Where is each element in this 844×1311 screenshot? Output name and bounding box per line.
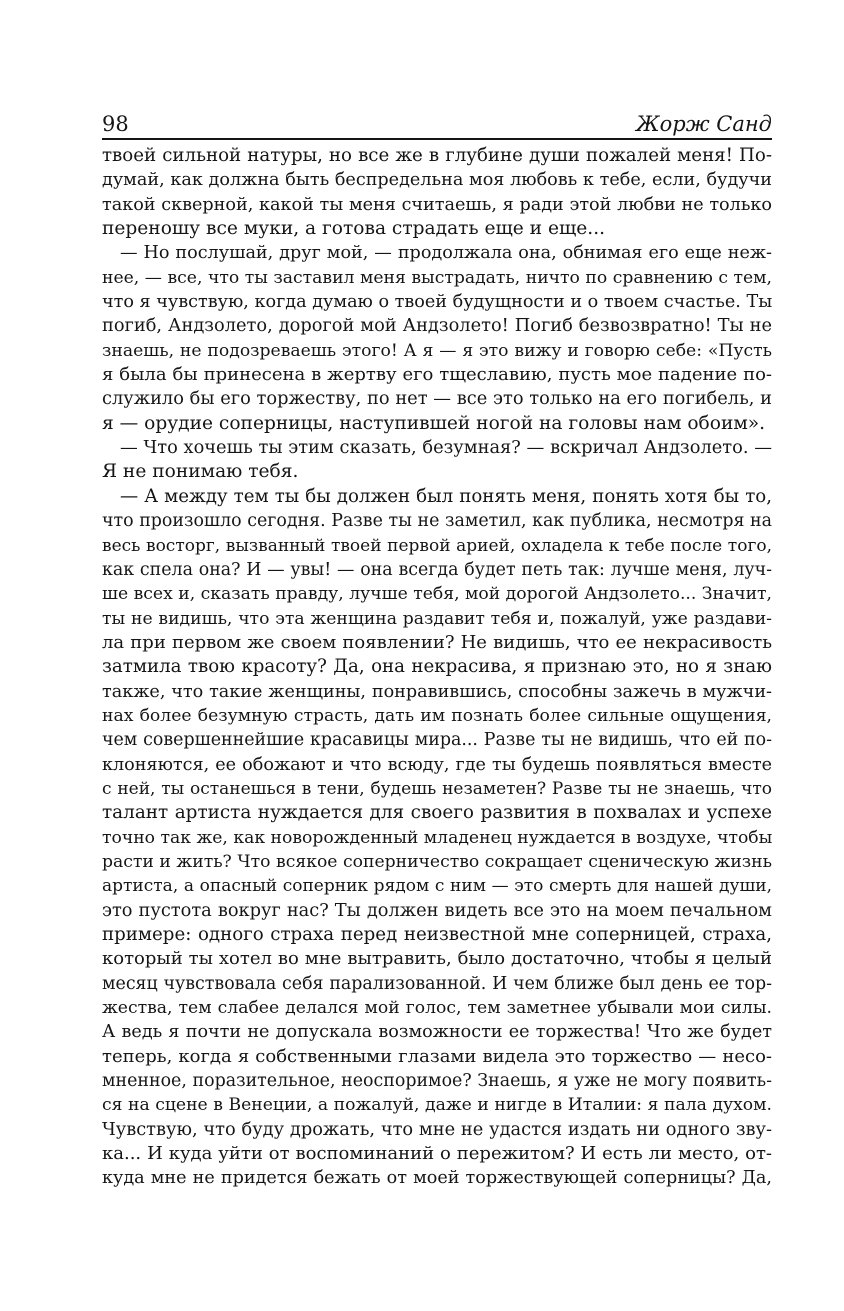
- text-line: теперь, когда я собственными глазами видела это торжество — несо-: [102, 1045, 772, 1067]
- text-line: мненное, поразительное, неоспоримое? Знаешь, я уже не могу появить-: [102, 1071, 772, 1092]
- text-line: куда мне не придется бежать от моей торжествующей соперницы? Да,: [102, 1168, 772, 1189]
- body-text: [102, 144, 772, 1191]
- text-line: ся на сцене в Венеции, а пожалуй, даже и нигде в Италии: я пала духом.: [102, 1095, 772, 1116]
- text-line: месяц чувствовала себя парализованной. И чем ближе был день ее тор-: [102, 973, 772, 994]
- page-header: [102, 110, 772, 140]
- text-line: ка... И куда уйти от воспоминаний о пережитом? И есть ли место, от-: [102, 1143, 772, 1165]
- text-line: артиста, а опасный соперник рядом с ним — это смерть для нашей души,: [102, 876, 772, 897]
- text-line: — Но послушай, друг мой, — продолжала она, обнимая его еще неж-: [120, 243, 772, 264]
- text-line: также, что такие женщины, понравившись, способны зажечь в мужчи-: [102, 681, 772, 702]
- text-line: ше всех и, сказать правду, лучше тебя, мой дорогой Андзолето... Значит,: [102, 584, 772, 605]
- text-line: я была бы принесена в жертву его тщеславию, пусть мое падение по-: [102, 364, 772, 386]
- text-line: нее, — все, что ты заставил меня выстрадать, ничто по сравнению с тем,: [102, 267, 772, 288]
- text-line: нах более безумную страсть, дать им познать более сильные ощущения,: [102, 705, 772, 726]
- text-line: как спела она? И — увы! — она всегда будет петь так: лучше меня, луч-: [102, 559, 772, 580]
- text-line: точно так же, как новорожденный младенец нуждается в воздухе, чтобы: [102, 827, 773, 848]
- text-line: жества, тем слабее делался мой голос, тем заметнее убывали мои силы.: [102, 998, 772, 1019]
- text-line: переношу все муки, а готова страдать еще и еще...: [102, 218, 606, 240]
- text-line: знаешь, не подозреваешь этого! А я — я это вижу и говорю себе: «Пусть: [102, 340, 772, 361]
- text-line: клоняются, ее обожают и что всюду, где ты будешь появляться вместе: [102, 754, 772, 775]
- text-line: примере: одного страха перед неизвестной мне соперницей, страха,: [102, 924, 772, 945]
- text-line: я — орудие соперницы, наступившей ногой на головы нам обоим».: [102, 412, 766, 434]
- text-line: с ней, ты останешься в тени, будешь незаметен? Разве ты не знаешь, что: [102, 778, 772, 799]
- text-line: — Что хочешь ты этим сказать, безумная? — вскричал Андзолето. —: [120, 437, 772, 459]
- text-line: который ты хотел во мне вытравить, было достаточно, чтобы я целый: [102, 948, 772, 970]
- text-line: чем совершеннейшие красавицы мира... Разве ты не видишь, что ей по-: [102, 730, 772, 751]
- text-line: талант артиста нуждается для своего развития в похвалах и успехе: [102, 802, 772, 824]
- page-number: 98: [102, 112, 129, 136]
- text-line: — А между тем ты бы должен был понять меня, понять хотя бы то,: [120, 485, 772, 507]
- text-line: твоей сильной натуры, но все же в глубине души пожалей меня! По-: [102, 145, 772, 166]
- text-line: Чувствую, что буду дрожать, что мне не удастся издать ни одного зву-: [102, 1118, 772, 1140]
- text-line: Я не понимаю тебя.: [102, 461, 299, 483]
- text-line: ла при первом же своем появлении? Не видишь, что ее некрасивость: [102, 631, 772, 653]
- text-line: такой скверной, какой ты меня считаешь, я ради этой любви не только: [102, 194, 772, 215]
- text-line: затмила твою красоту? Да, она некрасива, я признаю это, но я знаю: [102, 656, 772, 678]
- text-line: служило бы его торжеству, по нет — все это только на его погибель, и: [102, 388, 772, 410]
- running-title: Жорж Санд: [636, 112, 772, 136]
- text-line: весь восторг, вызванный твоей первой арией, охладела к тебе после того,: [102, 535, 772, 556]
- text-line: погиб, Андзолето, дорогой мой Андзолето! Погиб безвозвратно! Ты не: [102, 315, 772, 337]
- text-line: ты не видишь, что эта женщина раздавит тебя и, пожалуй, уже раздави-: [102, 608, 772, 629]
- text-line: расти и жить? Что всякое соперничество сокращает сценическую жизнь: [102, 851, 772, 872]
- text-line: А ведь я почти не допускала возможности ее торжества! Что же будет: [102, 1022, 772, 1043]
- text-line: что произошло сегодня. Разве ты не заметил, как публика, несмотря на: [102, 511, 772, 532]
- text-line: это пустота вокруг нас? Ты должен видеть все это на моем печальном: [102, 899, 772, 921]
- text-line: думай, как должна быть беспредельна моя любовь к тебе, если, будучи: [102, 170, 772, 191]
- text-line: что я чувствую, когда думаю о твоей будущности и о твоем счастье. Ты: [102, 292, 773, 313]
- header-rule: [102, 138, 772, 140]
